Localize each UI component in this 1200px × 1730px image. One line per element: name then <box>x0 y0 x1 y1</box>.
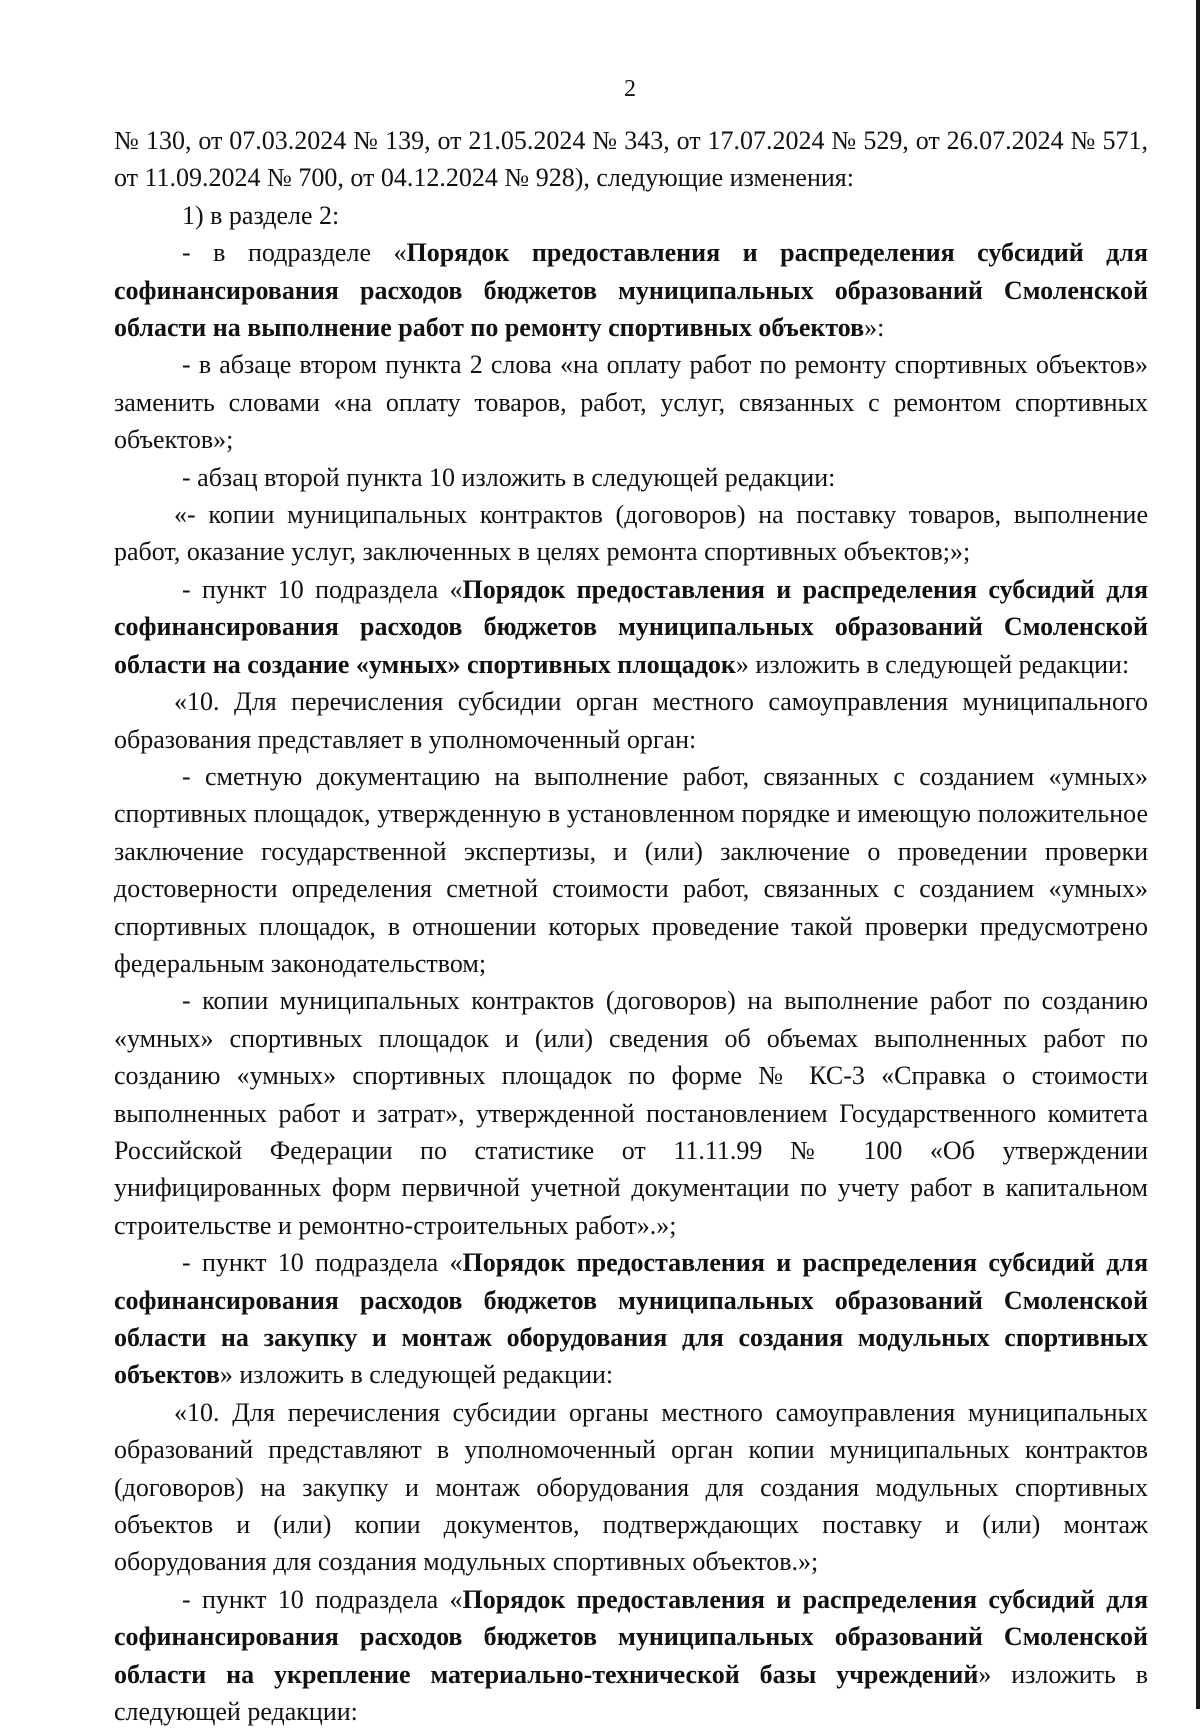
paragraph-lead: - в подразделе « <box>182 238 407 268</box>
paragraph-tail: » изложить в следующей редакции: <box>219 1360 614 1390</box>
paragraph-lead: - пункт 10 подраздела « <box>182 574 463 604</box>
paragraph-tail: » изложить в следующей редакции: <box>735 649 1130 679</box>
paragraph-with-title <box>114 234 1148 346</box>
paragraph: - копии муниципальных контрактов (договоров) на выполнение работ по созданию «умных» спортивных площадок и (или) сведения об объемах выполненных работ по созданию «умных» спортивных площадок по форме № КС-3 «Справка о стоимости выполненных работ и затрат», утвержденной постановлением Государственного комитета Российской Федерации по статистике от 11.11.99 № 100 «Об утверждении унифицированных форм первичной учетной документации по учету работ в капитальном строительстве и ремонтно-строительных работ».»; <box>114 986 1148 1240</box>
paragraph-lead: - пункт 10 подраздела « <box>182 1584 463 1614</box>
quoted-paragraph: «10. Для перечисления субсидии орган местного самоуправления муниципального образования представляет в уполномоченный орган: <box>114 687 1148 754</box>
page-number: 2 <box>624 76 636 102</box>
quoted-paragraph: «10. Для перечисления субсидии органы местного самоуправления муниципальных образований представляют в уполномоченный орган копии муниципальных контрактов (договоров) на закупку и монтаж оборудования для создания модульных спортивных объектов и (или) копии документов, подтверждающих поставку и (или) монтаж оборудования для создания модульных спортивных объектов.»; <box>114 1397 1148 1577</box>
paragraph-with-title <box>114 571 1148 683</box>
subsection-title: Порядок предоставления и распределения субсидий для софинансирования расходов бюджетов муниципальных образований Смоленской области на закупку и монтаж оборудования для создания модульных спортивных объектов <box>114 1248 1149 1390</box>
paragraph: 1) в разделе 2: <box>182 200 340 230</box>
paragraph: - в абзаце втором пункта 2 слова «на оплату работ по ремонту спортивных объектов» заменить словами «на оплату товаров, работ, услуг, связанных с ремонтом спортивных объектов»; <box>114 350 1148 455</box>
paragraph-with-title <box>114 1244 1148 1394</box>
paragraph-tail: » изложить в следующей редакции: <box>114 1659 1148 1727</box>
subsection-title: Порядок предоставления и распределения субсидий для софинансирования расходов бюджетов муниципальных образований Смоленской области на укрепление материально-технической базы учреждений <box>114 1584 1149 1689</box>
quoted-paragraph: «- копии муниципальных контрактов (договоров) на поставку товаров, выполнение работ, оказание услуг, заключенных в целях ремонта спортивных объектов;»; <box>114 500 1148 567</box>
document-body <box>114 122 1148 1730</box>
paragraph-lead: - пункт 10 подраздела « <box>182 1248 463 1278</box>
paragraph: - сметную документацию на выполнение работ, связанных с созданием «умных» спортивных площадок, утвержденную в установленном порядке и имеющую положительное заключение государственной экспертизы, и (или) заключение о проведении проверки достоверности определения сметной стоимости работ, связанных с созданием «умных» спортивных площадок, в отношении которых проведение такой проверки предусмотрено федеральным законодательством; <box>114 761 1148 978</box>
subsection-title: Порядок предоставления и распределения субсидий для софинансирования расходов бюджетов муниципальных образований Смоленской области на выполнение работ по ремонту спортивных объектов <box>114 238 1148 343</box>
paragraph: № 130, от 07.03.2024 № 139, от 21.05.2024 № 343, от 17.07.2024 № 529, от 26.07.2024 № 571, от 11.09.2024 № 700, от 04.12.2024 № 928), следующие изменения: <box>114 126 1148 193</box>
paragraph-with-title <box>114 1581 1148 1730</box>
paragraph: - абзац второй пункта 10 изложить в следующей редакции: <box>182 462 836 492</box>
scan-edge <box>1196 0 1200 1709</box>
subsection-title: Порядок предоставления и распределения субсидий для софинансирования расходов бюджетов муниципальных образований Смоленской области на создание «умных» спортивных площадок <box>114 574 1149 679</box>
paragraph-tail: »: <box>864 313 885 343</box>
